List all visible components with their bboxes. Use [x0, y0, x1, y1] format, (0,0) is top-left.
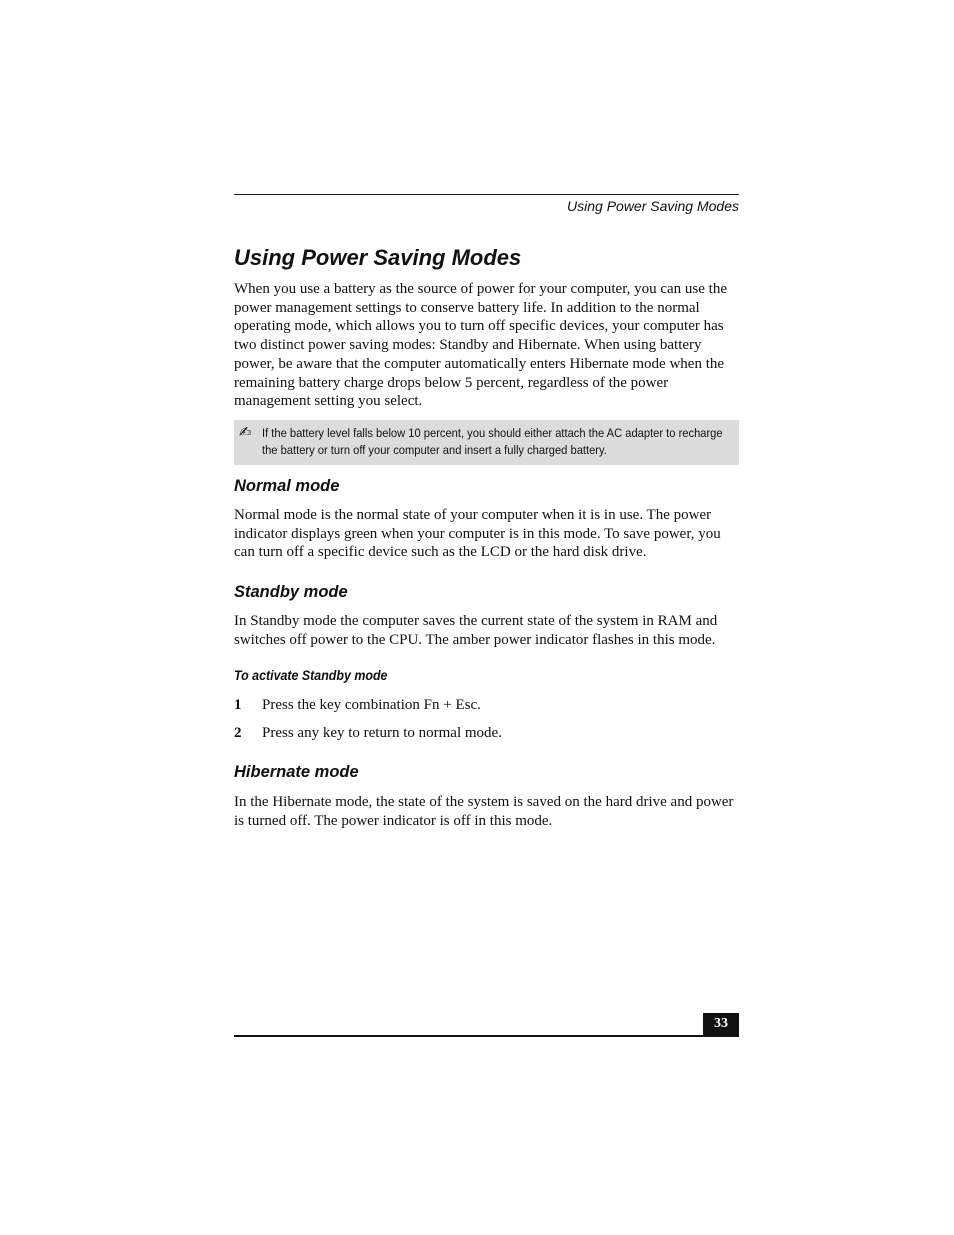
footer-rule	[234, 1035, 739, 1037]
pencil-note-icon: ✍	[239, 423, 252, 441]
page-title: Using Power Saving Modes	[234, 245, 522, 270]
hibernate-mode-body: In the Hibernate mode, the state of the system is saved on the hard drive and power is turned off. The power indicator is off in this mode.	[234, 794, 734, 829]
note-text: If the battery level falls below 10 percent, you should either attach the AC adapter to recharge the battery or turn off your computer and insert a fully charged battery.	[262, 426, 723, 457]
standby-mode-heading: Standby mode	[234, 583, 348, 601]
step-number: 2	[234, 725, 242, 741]
step-text: Press any key to return to normal mode.	[262, 725, 502, 741]
running-header: Using Power Saving Modes	[567, 198, 739, 214]
normal-mode-heading: Normal mode	[234, 477, 340, 495]
header-rule	[234, 194, 739, 195]
step-text: Press the key combination Fn + Esc.	[262, 697, 481, 713]
normal-mode-body: Normal mode is the normal state of your computer when it is in use. The power indicator displays green when your computer is in this mode. To save power, you can turn off a specific device such as the LCD or the hard disk drive.	[234, 507, 721, 561]
hibernate-mode-heading: Hibernate mode	[234, 763, 359, 781]
page-number: 33	[703, 1013, 739, 1037]
note-box	[234, 420, 739, 465]
step-number: 1	[234, 697, 242, 713]
standby-mode-body: In Standby mode the computer saves the current state of the system in RAM and switches off power to the CPU. The amber power indicator flashes in this mode.	[234, 613, 718, 648]
standby-procedure-heading: To activate Standby mode	[234, 668, 388, 683]
intro-paragraph: When you use a battery as the source of power for your computer, you can use the power management settings to conserve battery life. In addition to the normal operating mode, which allows you to turn off specific devices, your computer has two distinct power saving modes: Standby and Hibernate. When using battery power, be aware that the computer automatically enters Hibernate mode when the remaining battery charge drops below 5 percent, regardless of the power management setting you select.	[234, 281, 727, 410]
